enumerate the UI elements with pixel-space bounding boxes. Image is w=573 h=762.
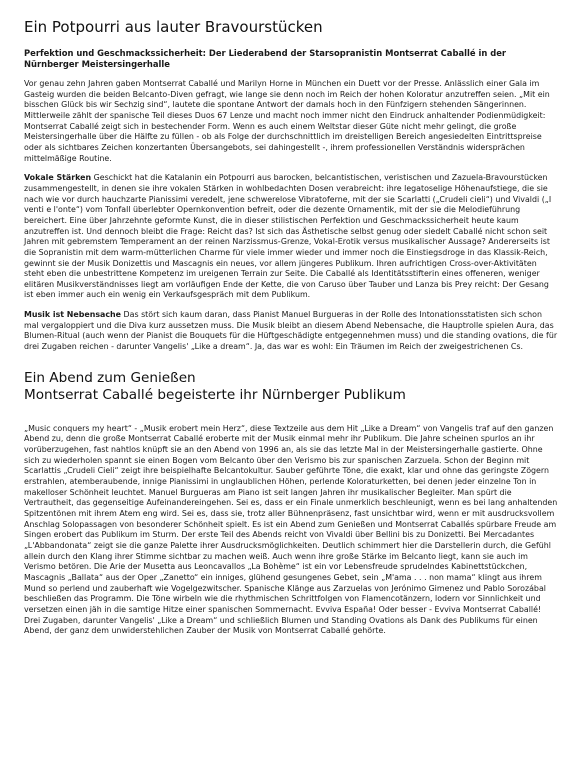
article-1-intro: Vor genau zehn Jahren gaben Montserrat Caballé und Marilyn Horne in München ein Duett vor der Presse. Anlässlich einer Gala im Gasteig wurden die beiden Belcanto-Diven gefragt, wie lange sie denn noch im Reich der hohen Koloratur anzutreffen seien. „Mit ein bisschen Glück bis wir Sechzig sind“, lautete die spontane Antwort der damals hoch in den Fünfzigern stehenden Sängerinnen. Mittlerweile zählt der spanische Teil dieses Duos 67 Lenze und macht noch immer nicht den Eindruck anhaltender Podienmüdigkeit: Montserrat Caballé zeigt sich in bestechender Form. Wenn es auch einem Weltstar dieser Güte nicht mehr gelingt, die große Meistersingerhalle über die Hälfte zu füllen - ob als Folge der durchschnittlich im dreistelligen Bereich angesiedelten Eintrittspreise oder als sichtbares Zeichen konzertanten Übersangebots, sei dahingestellt -, ihrem professionellen Verständnis widersprächen mittelmäßige Routine. <box>24 79 550 163</box>
article-2-title <box>24 370 559 404</box>
article-2-body: „Music conquers my heart“ - „Musik erobert mein Herz“, diese Textzeile aus dem Hit „Like a Dream“ von Vangelis traf auf den ganzen Abend zu, denn die große Montserrat Caballé eroberte mit der Musik einmal mehr ihr Publikum. Die Jahre scheinen spurlos an ihr vorüberzugehen, fast nahtlos knüpft sie an den Abend von 1996 an, als sie das letzte Mal in der Meistersingerhalle gastierte. Ohne sich zu wiederholen spannt sie einen Bogen vom Belcanto über den Verismo bis zur spanischen Zarzuela. Schon der Beginn mit Scarlattis „Crudeli Cieli“ zeigt ihre beispielhafte Belcantokultur. Sauber geführte Töne, die exakt, klar und ohne das geringste Zögern erstrahlen, atemberaubende, innige Pianissimi in unglaublichen Höhen, perlende Koloraturketten, bei denen jeder einzelne Ton in makelloser Schönheit leuchtet. Manuel Burgueras am Piano ist seit langen Jahren ihr musikalischer Begleiter. Man spürt die Vertrautheit, das gegenseitige Aufeinandereingehen. Sei es, dass er ein Finale unmerklich beschleunigt, wenn es bei lang anhaltenden Spitzentönen mit ihrem Atem eng wird. Sei es, dass sie, trotz aller Bühnenpräsenz, fast unsichtbar wird, wenn er mit ausdrucksvollem Anschlag Solopassagen von besonderer Schönheit spielt. Es ist ein Abend zum Genießen und Montserrat Caballés spürbare Freude am Singen erobert das Publikum im Sturm. Der erste Teil des Abends reicht von Vivaldi über Bellini bis zu Donizetti. Bei Mercadantes „L'Abbandonata“ zeigt sie die ganze Palette ihrer Ausdrucksmöglichkeiten. Deutlich schimmert hier die Darstellerin durch, die Gefühl allein durch den Klang ihrer Stimme sichtbar zu machen weiß. Auch wenn ihre große Stärke im Belcanto liegt, kann sie auch im Verismo betören. Die Arie der Musetta aus Leoncavallos „La Bohème“ ist ein vor Lebensfreude sprudelndes Kabinettstückchen, Mascagnis „Ballata“ aus der Oper „Zanetto“ ein inniges, glühend gesungenes Gebet, sein „M'ama . . . non mama“ klingt aus ihrem Mund so perlend und zauberhaft wie Vogelgezwitscher. Spanische Klänge aus Zarzuelas von Jerónimo Gimenez und Pablo Sorozábal beschließen das Programm. Die Töne wirbeln wie die rhythmischen Schrittfolgen von Flamencotänzern, lodern vor Sinnlichkeit und versetzen einen jäh in die samtige Hitze einer spanischen Sommernacht. Evviva España! Oder besser - Evviva Montserrat Caballé! Drei Zugaben, darunter Vangelis' „Like a Dream“ und schließlich Blumen und Standing Ovations als Dank des Publikums für einen Abend, der ganz dem unwiderstehlichen Zauber der Musik von Montserrat Caballé gehörte. <box>24 423 558 636</box>
article-1-subtitle: Perfektion und Geschmackssicherheit: Der Liederabend der Starsopranistin Montserrat Caballé in der Nürnberger Meistersingerhalle <box>24 48 507 69</box>
article-1-title: Ein Potpourri aus lauter Bravourstücken <box>24 18 323 36</box>
section-lead-vokale: Vokale Stärken <box>24 173 92 183</box>
section-text-vokale: Geschickt hat die Katalanin ein Potpourri aus barocken, belcantistischen, veristischen und Zazuela-Bravourstücken zusammengestellt, in denen sie ihre vokalen Stärken in wohlbedachten Dosen verabreicht: ihre legatoselige Höhenaufstiege, die sie nach wie vor durch hauchzarte Pianissimi veredelt, jene schwerelose Vibratoferne, mit der sie Scarlatti („Crudeli cieli“) und Vivaldi („I venti e l'onte“) vom Tonfall überlebter Opernkonvention befreit, oder die dezente Ornamentik, mit der sie die Melodieführung bereichert. Eine über Jahrzehnte geformte Kunst, die in dieser stilistischen Perfektion und Geschmackssicherheit heute kaum anzutreffen ist. Und dennoch bleibt die Frage: Reicht das? Ist sich das Ästhetische selbst genug oder siedelt Caballé nicht schon seit Jahren mit gebremstem Temperament an der reinen Narzissmus-Grenze, Vokal-Erotik versus musikalischer Aussage? Andererseits ist die Sopranistin mit dem warm-mütterlichen Charme für viele immer wieder und immer noch die Einstiegsdroge in das Klassik-Reich, gewinnt sie der Musik Donizettis und Mascagnis ein neues, vor allem jüngeres Publikum. Ihren aufrichtigen Cross-over-Aktivitäten steht eben die unbestrittene Kompetenz im ureigenen Terrain zur Seite. Die Caballé als Identitätsstifterin eines offeneren, weniger elitären Musikverständnisses liegt am vorläufigen Ende der Kette, die von Caruso über Tauber und Lanza bis Prey reicht: Der Gesang ist eben immer auch ein wenig ein Verkaufsgespräch mit dem Publikum. <box>24 173 552 300</box>
article-1-section-musik <box>24 310 559 353</box>
article-1-section-vokale <box>24 173 559 301</box>
article-1 <box>24 18 559 353</box>
article-2 <box>24 370 559 637</box>
section-lead-musik: Musik ist Nebensache <box>24 310 122 320</box>
article-2-title-line-2: Montserrat Caballé begeisterte ihr Nürnberger Publikum <box>24 386 406 403</box>
section-text-musik: Das stört sich kaum daran, dass Pianist Manuel Burgueras in der Rolle des Intonationsstatisten sich schon mal vergaloppiert und die Diva kurz aussetzen muss. Die Musik bleibt an diesem Abend Nebensache, die Hauptrolle spielen Aura, das Blumen-Ritual (auch wenn der Pianist die Bouquets für die Hüftgeschädigte entgegennehmen muss) und die standing ovations, die für drei Zugaben reichen - darunter Vangelis' „Like a dream“. Ja, das war es wohl: Ein Träumen im Reich der zweigestrichenen Cs. <box>24 310 558 352</box>
article-2-title-line-1: Ein Abend zum Genießen <box>24 369 196 386</box>
